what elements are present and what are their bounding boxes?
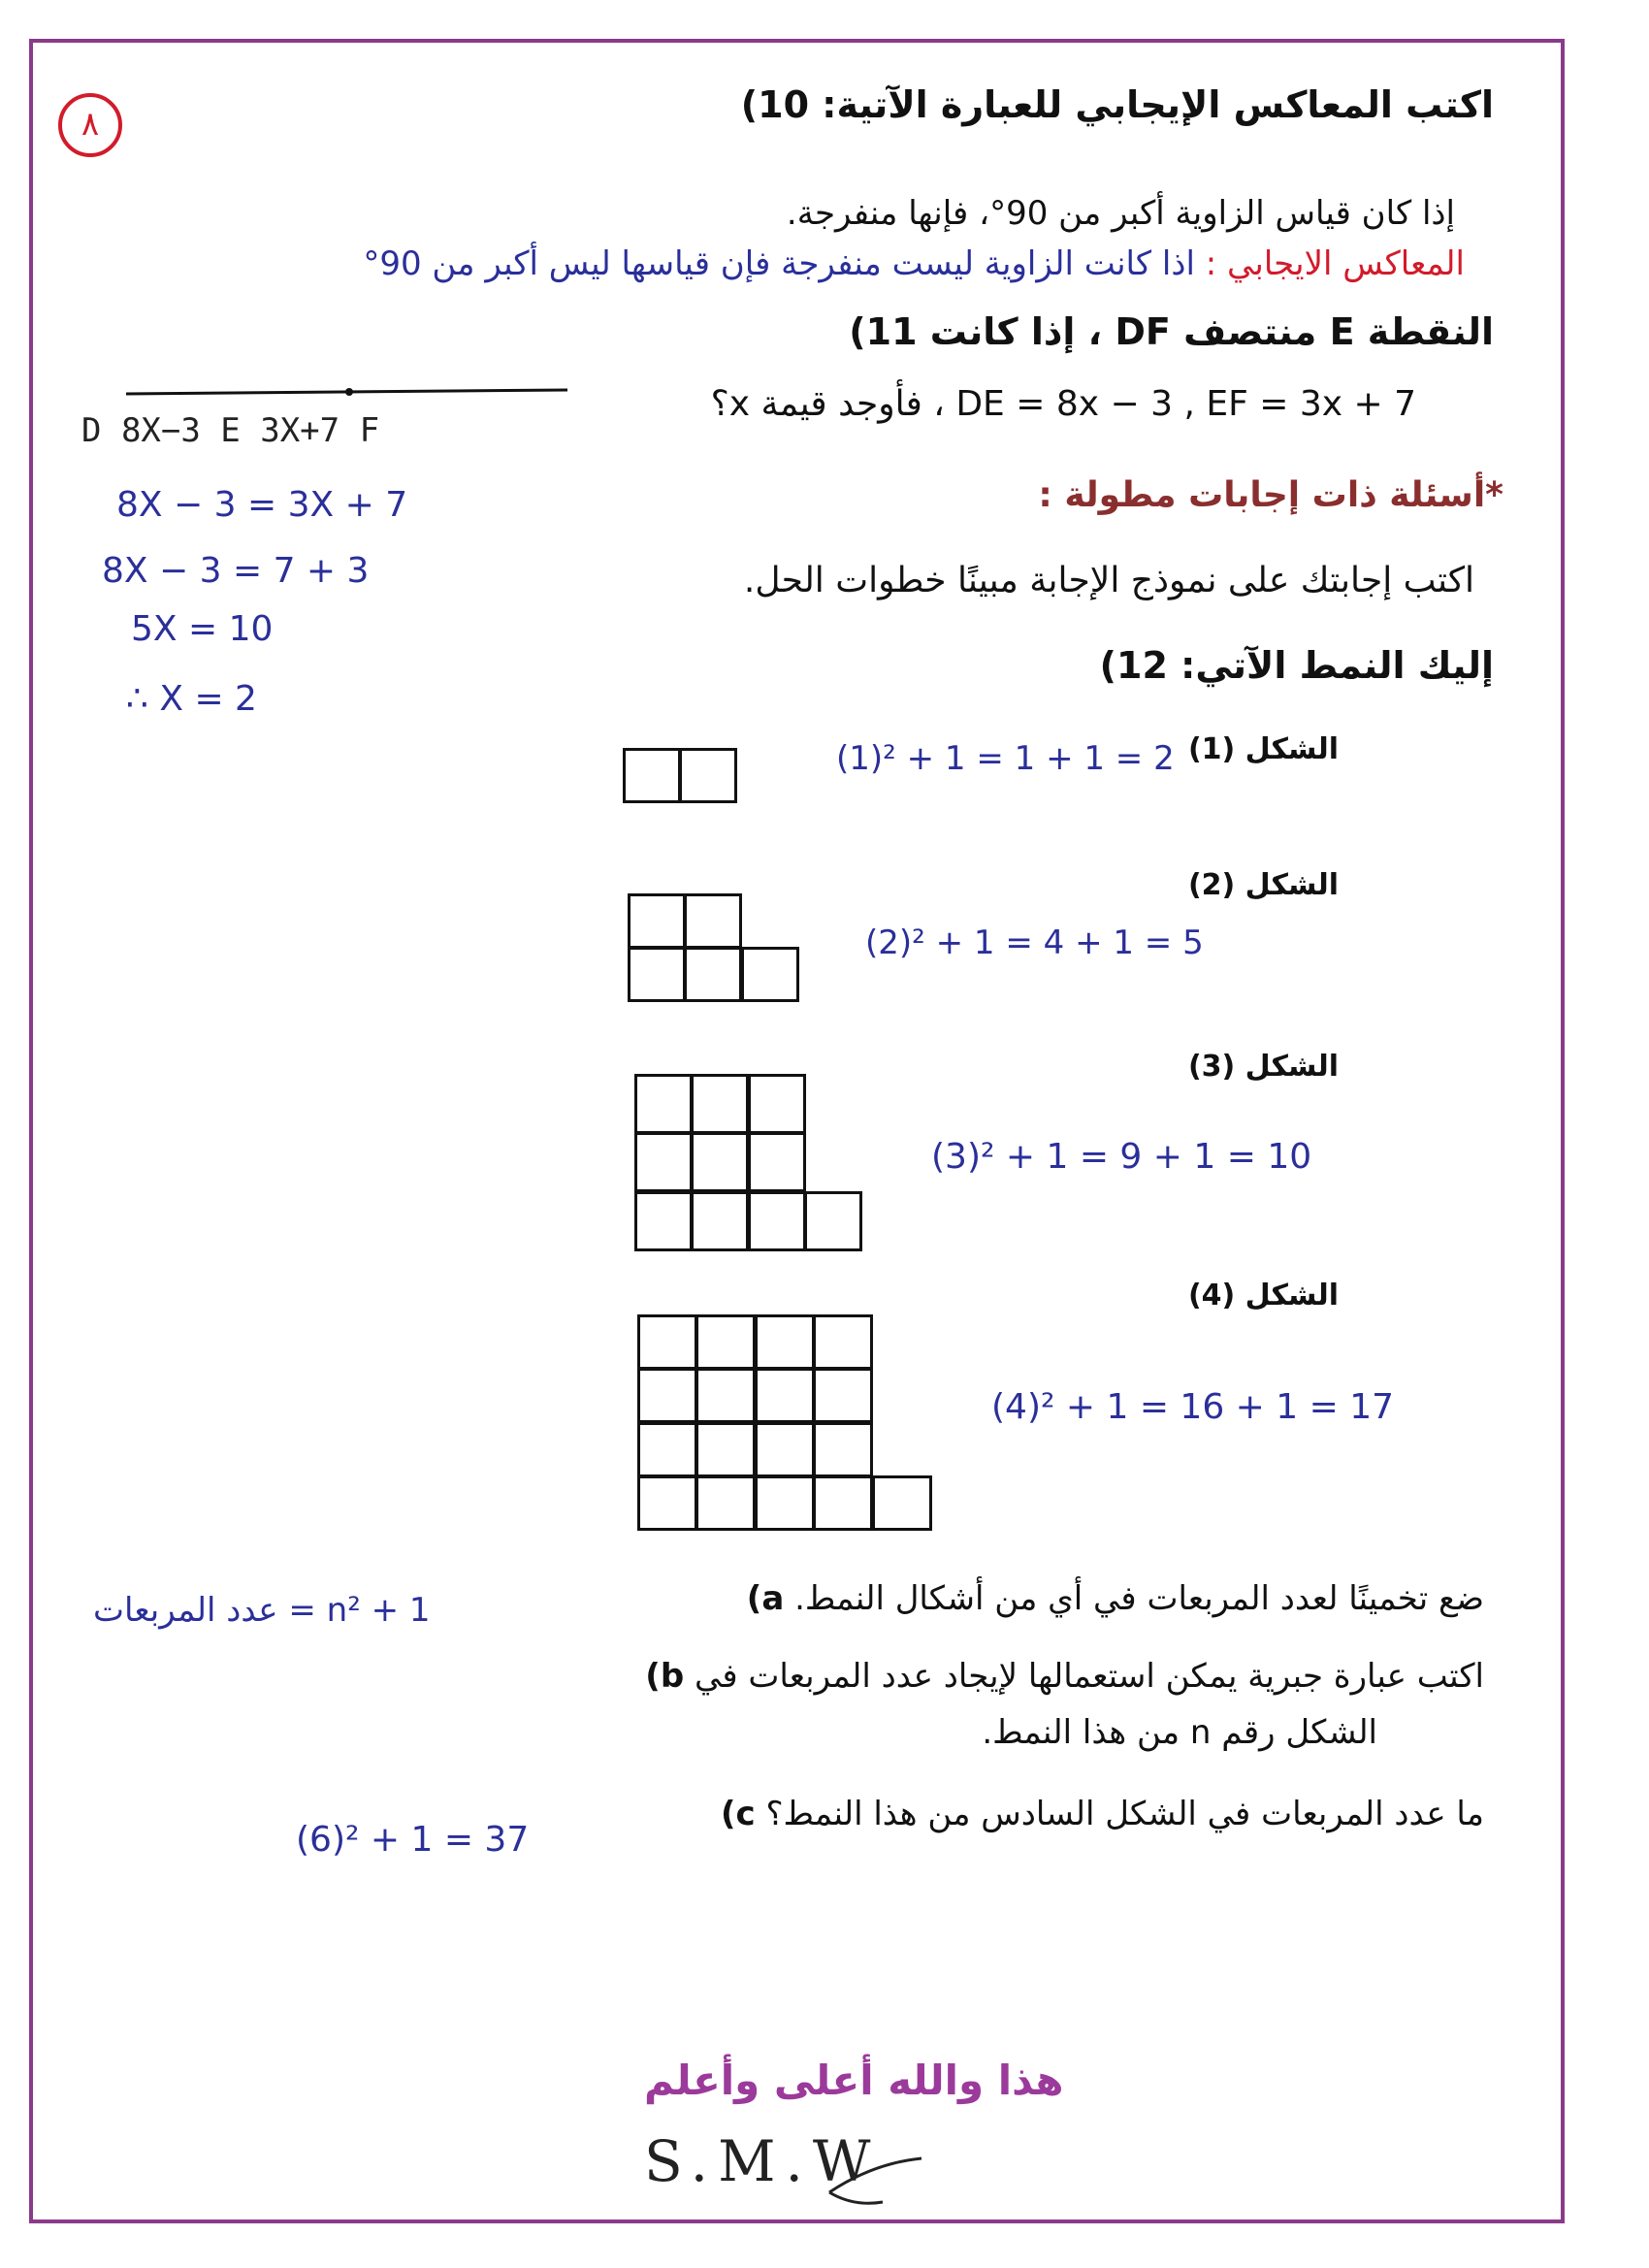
q11-step2: 8X − 3 = 7 + 3 [102, 551, 370, 591]
q10-answer-label: المعاكس الايجابي : [1205, 244, 1465, 283]
q12-c-letter: c) [720, 1795, 756, 1833]
q12-a-letter: a) [746, 1579, 785, 1618]
q12-a-answer: عدد المربعات = n² + 1 [93, 1591, 431, 1630]
figure-4-work: (4)² + 1 = 16 + 1 = 17 [991, 1387, 1395, 1427]
closing-text: هذا والله أعلى وأعلم [644, 2057, 1064, 2104]
q10-number: 10) [740, 83, 810, 126]
q11-number: 11) [849, 310, 918, 353]
q12-c-answer: (6)² + 1 = 37 [296, 1820, 530, 1860]
q12-title [1100, 644, 1494, 687]
long-answer-instruction: اكتب إجابتك على نموذج الإجابة مبينًا خطوات الحل. [743, 561, 1474, 600]
figure-1-grid [624, 749, 737, 803]
figure-3-label: الشكل (3) [1187, 1050, 1339, 1084]
page-number-badge: ٨ [58, 93, 122, 157]
q12-a [747, 1579, 1484, 1618]
q12-b-line1: اكتب عبارة جبرية يمكن استعمالها لإيجاد عدد المربعات في [694, 1657, 1484, 1696]
figure-4-label: الشكل (4) [1187, 1279, 1339, 1312]
long-answer-heading: *أسئلة ذات إجابات مطولة : [1038, 475, 1504, 515]
q11-line1: النقطة E منتصف DF ، إذا كانت [929, 310, 1494, 353]
q12-b-line2: الشكل رقم n من هذا النمط. [982, 1713, 1377, 1752]
q11-segment-labels: D 8X−3 E 3X+7 F [81, 411, 380, 450]
figure-3-grid [635, 1075, 862, 1251]
q10-title [741, 83, 1494, 126]
figure-1-work: (1)² + 1 = 1 + 1 = 2 [836, 739, 1175, 778]
q10-statement: إذا كان قياس الزاوية أكبر من 90°، فإنها منفرجة. [786, 194, 1455, 233]
figure-2-work: (2)² + 1 = 4 + 1 = 5 [865, 923, 1204, 962]
figure-1-label: الشكل (1) [1187, 732, 1339, 766]
signature: S.M.W [644, 2128, 881, 2194]
q11-line2: DE = 8x − 3 , EF = 3x + 7 ، فأوجد قيمة x؟ [710, 384, 1416, 424]
figure-2-grid [629, 894, 799, 1002]
q10-answer [363, 244, 1465, 283]
q10-title-text: اكتب المعاكس الإيجابي للعبارة الآتية: [822, 83, 1494, 126]
q12-number: 12) [1099, 644, 1168, 687]
figure-4-grid [638, 1315, 932, 1531]
signature-flourish [824, 2144, 931, 2212]
q12-title-text: إليك النمط الآتي: [1180, 644, 1494, 687]
q11-step3: 5X = 10 [131, 609, 274, 649]
q12-b-line1-row [645, 1657, 1484, 1696]
figure-3-work: (3)² + 1 = 9 + 1 = 10 [931, 1137, 1312, 1177]
q10-answer-text: اذا كانت الزاوية ليست منفرجة فإن قياسها ليس أكبر من 90° [363, 244, 1195, 283]
q11-title [849, 310, 1494, 353]
q12-c-text: ما عدد المربعات في الشكل السادس من هذا النمط؟ [765, 1795, 1484, 1833]
q12-c [721, 1795, 1484, 1833]
figure-2-label: الشكل (2) [1187, 868, 1339, 902]
q12-b-letter: b) [645, 1657, 685, 1696]
q11-step4: ∴ X = 2 [126, 679, 257, 719]
q12-a-text: ضع تخمينًا لعدد المربعات في أي من أشكال النمط. [794, 1579, 1484, 1618]
segment-line [126, 386, 572, 405]
q11-step1: 8X − 3 = 3X + 7 [116, 485, 408, 525]
